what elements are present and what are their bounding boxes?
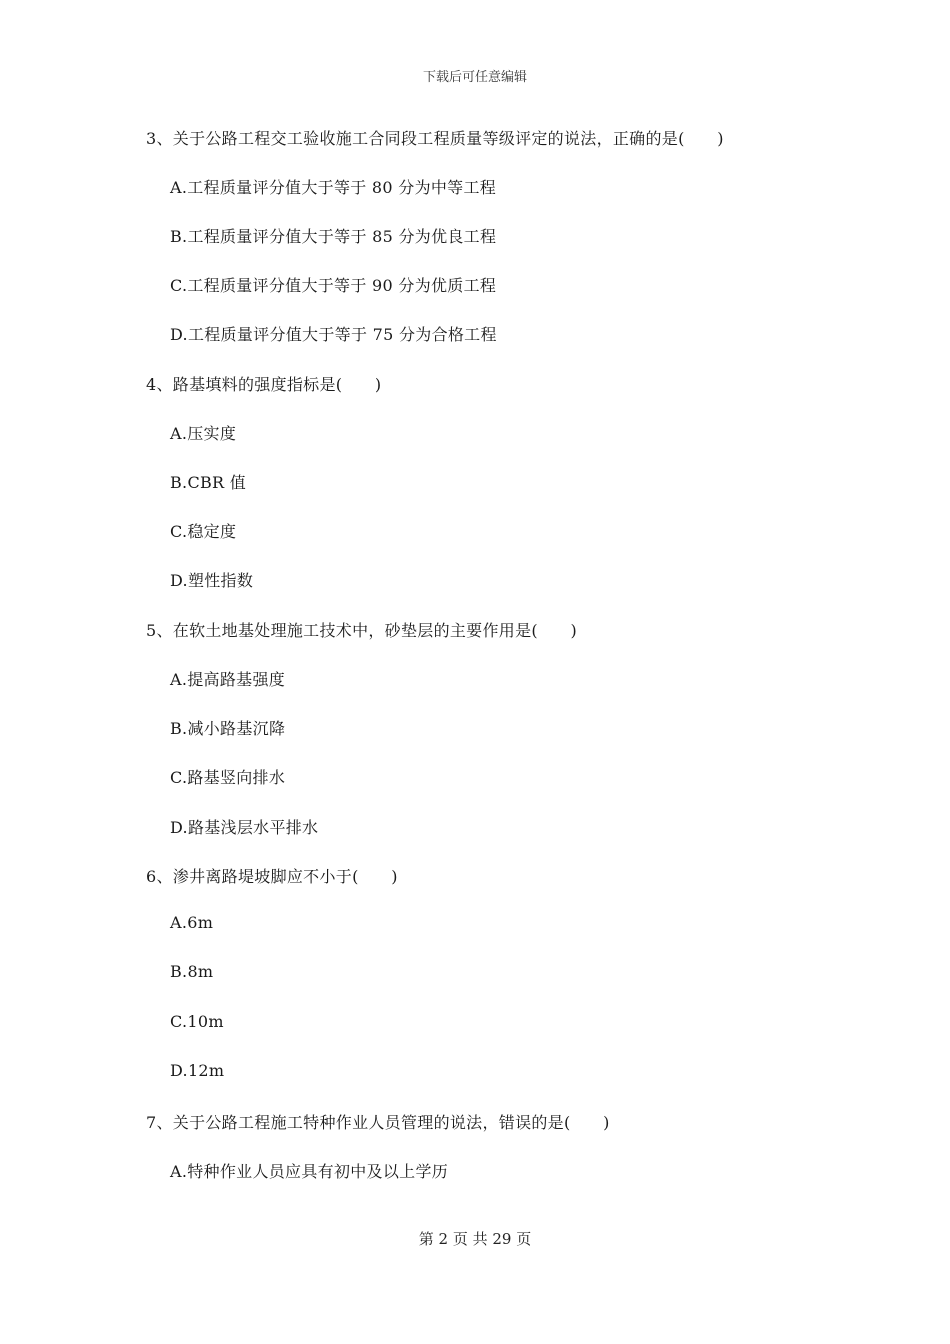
option-a: A.特种作业人员应具有初中及以上学历 [170,1162,449,1181]
option-d: D.12m [170,1061,225,1080]
page-header: 下载后可任意编辑 [422,70,527,85]
question-stem: 6、渗井离路堤坡脚应不小于( ) [146,867,398,886]
option-c: C.稳定度 [170,522,237,541]
option-b: B.工程质量评分值大于等于 85 分为优良工程 [170,227,497,246]
option-b: B.8m [170,962,214,981]
option-a: A.工程质量评分值大于等于 80 分为中等工程 [170,178,497,197]
option-c: C.工程质量评分值大于等于 90 分为优质工程 [170,276,497,295]
question-stem: 3、关于公路工程交工验收施工合同段工程质量等级评定的说法，正确的是( ) [146,129,724,148]
option-a: A.6m [170,913,214,932]
option-b: B.减小路基沉降 [170,719,286,738]
option-d: D.工程质量评分值大于等于 75 分为合格工程 [170,325,497,344]
option-b: B.CBR 值 [170,473,247,492]
option-c: C.10m [170,1012,224,1031]
page-footer: 第 2 页 共 29 页 [418,1230,532,1248]
question-stem: 4、路基填料的强度指标是( ) [146,375,382,394]
question-stem: 5、在软土地基处理施工技术中，砂垫层的主要作用是( ) [146,621,578,640]
option-d: D.路基浅层水平排水 [170,818,319,837]
option-a: A.压实度 [170,424,237,443]
option-a: A.提高路基强度 [170,670,286,689]
question-stem: 7、关于公路工程施工特种作业人员管理的说法，错误的是( ) [146,1113,610,1132]
option-d: D.塑性指数 [170,571,254,590]
option-c: C.路基竖向排水 [170,768,286,787]
